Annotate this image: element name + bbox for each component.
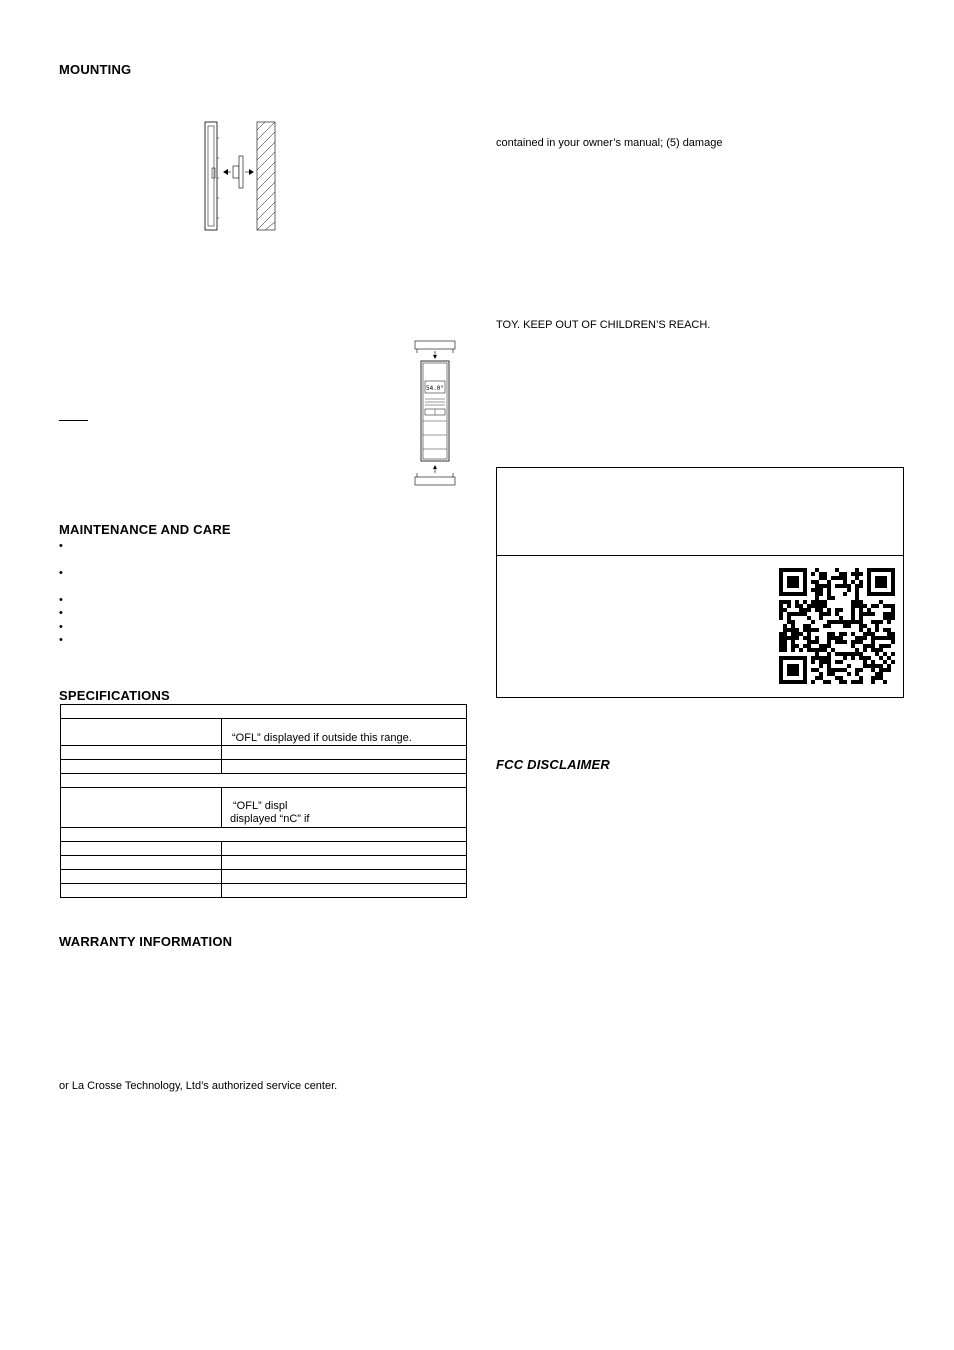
spec-cell: [222, 788, 467, 828]
wall-mount-diagram: [195, 118, 285, 234]
table-row: [61, 842, 467, 856]
table-row: [61, 705, 467, 719]
table-row: [61, 760, 467, 774]
warranty-heading: WARRANTY INFORMATION: [59, 934, 233, 949]
table-row: [61, 788, 467, 828]
warranty-service-line: or La Crosse Technology, Ltd’s authorized service center.: [59, 1080, 338, 1092]
table-row: [61, 870, 467, 884]
spec-cell-line: displayed “nC” if: [230, 813, 310, 825]
table-row: [61, 719, 467, 746]
bullet-1: •: [59, 540, 63, 552]
specifications-heading: SPECIFICATIONS: [59, 688, 170, 703]
mounting-heading: MOUNTING: [59, 62, 132, 77]
table-row: [61, 746, 467, 760]
table-row: [61, 828, 467, 842]
table-row: [61, 884, 467, 898]
bullet-3: •: [59, 594, 63, 606]
spec-cell-line: “OFL” displ: [233, 800, 288, 812]
manual-line: contained in your owner’s manual; (5) damage: [496, 137, 723, 149]
maintenance-heading: MAINTENANCE AND CARE: [59, 522, 231, 537]
sensor-display-reading: 54.0°: [425, 385, 445, 392]
bullet-4: •: [59, 607, 63, 619]
info-box-divider: [497, 555, 903, 556]
sensor-diagram: [413, 339, 457, 487]
specifications-table: [60, 704, 467, 898]
note-underline: [59, 420, 88, 421]
bullet-6: •: [59, 634, 63, 646]
bullet-5: •: [59, 621, 63, 633]
toy-warning-line: TOY. KEEP OUT OF CHILDREN’S REACH.: [496, 319, 711, 331]
fcc-disclaimer-heading: FCC DISCLAIMER: [496, 757, 611, 772]
qr-code[interactable]: [779, 568, 895, 684]
spec-cell: “OFL” displayed if outside this range.: [222, 719, 467, 746]
bullet-2: •: [59, 567, 63, 579]
table-row: [61, 774, 467, 788]
table-row: [61, 856, 467, 870]
